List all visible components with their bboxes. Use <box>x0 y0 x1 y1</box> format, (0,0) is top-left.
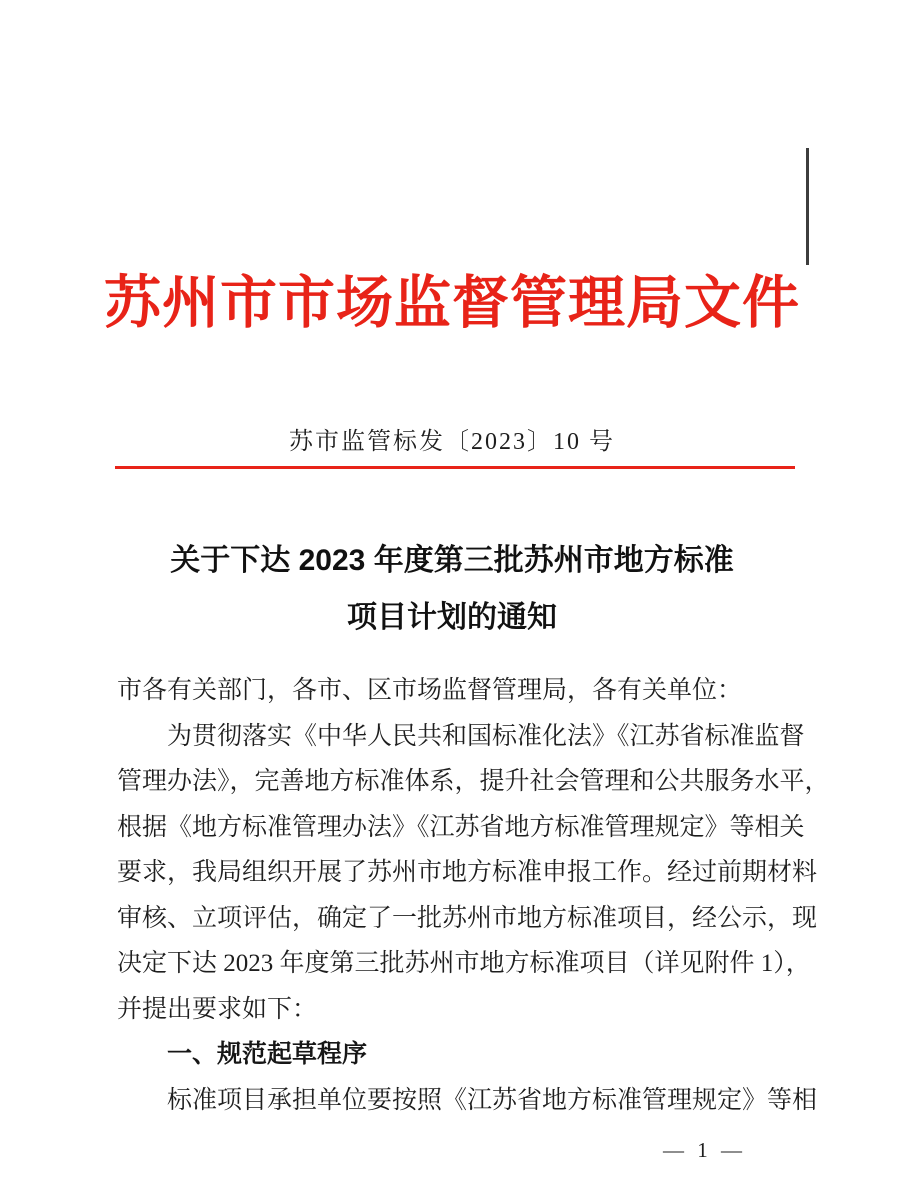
salutation-line: 市各有关部门，各市、区市场监督管理局，各有关单位： <box>117 677 743 704</box>
paragraph-line: 并提出要求如下： <box>117 995 318 1023</box>
paragraph-line: 管理办法》，完善地方标准体系，提升社会管理和公共服务水平， <box>117 768 830 795</box>
document-reference-number: 苏市监管标发〔2023〕10 号 <box>289 429 615 455</box>
document-title-line-2: 项目计划的通知 <box>347 601 557 634</box>
paragraph-line: 审核、立项评估，确定了一批苏州市地方标准项目，经公示，现 <box>117 904 818 932</box>
document-title-line-1: 关于下达 2023 年度第三批苏州市地方标准 <box>170 544 734 577</box>
paragraph-line: 决定下达 2023 年度第三批苏州市地方标准项目（详见附件 1）， <box>117 950 811 977</box>
document-body <box>117 668 830 1123</box>
red-divider-line <box>115 466 795 469</box>
page-number: — 1 — <box>663 1138 746 1162</box>
section-heading: 一、规范起草程序 <box>167 1040 368 1068</box>
document-title <box>0 532 904 646</box>
paragraph-line: 根据《地方标准管理办法》《江苏省地方标准管理规定》等相关 <box>117 813 805 841</box>
paragraph-line: 标准项目承担单位要按照《江苏省地方标准管理规定》等相 <box>167 1086 818 1114</box>
scan-artifact-line <box>806 148 809 265</box>
paragraph-line: 为贯彻落实《中华人民共和国标准化法》《江苏省标准监督 <box>167 722 805 750</box>
agency-letterhead-title: 苏州市市场监督管理局文件 <box>104 272 800 335</box>
paragraph-line: 要求，我局组织开展了苏州市地方标准申报工作。经过前期材料 <box>117 859 818 886</box>
